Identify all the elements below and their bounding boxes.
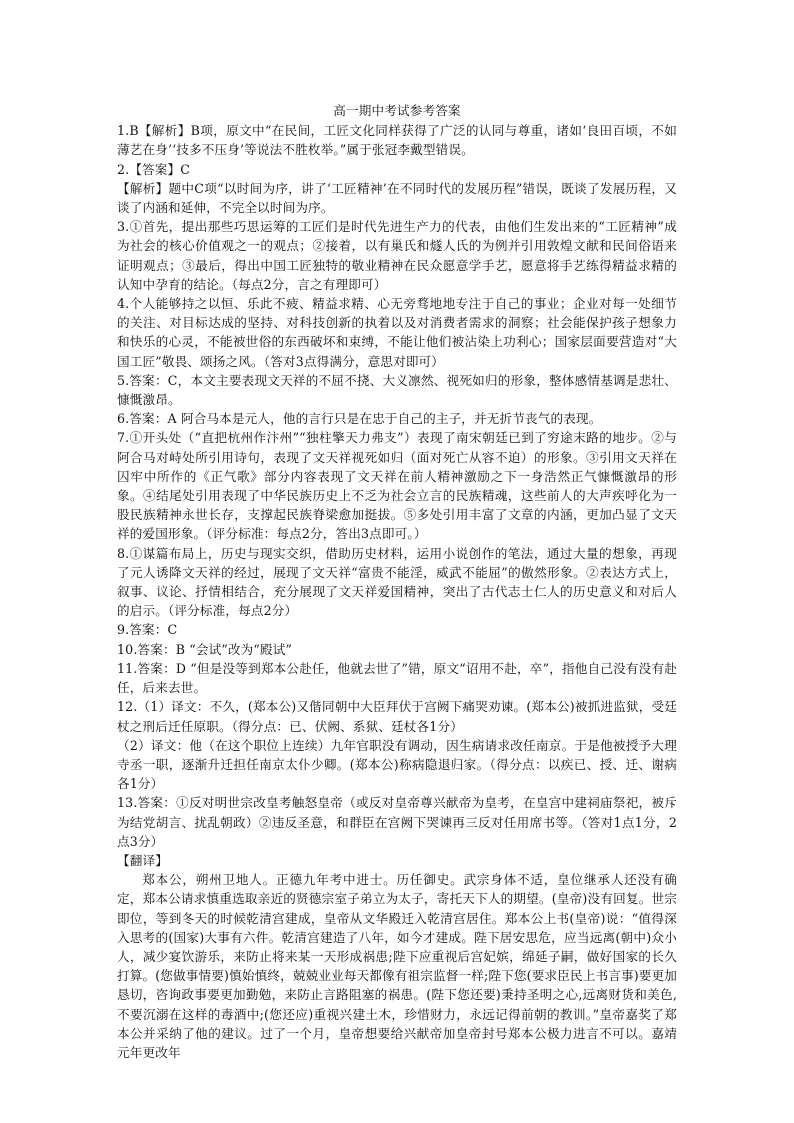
answer-12-2: （2）译文：他（在这个职位上连续）九年官职没有调动，因生病请求改任南京。于是他被授予大理寺丞一职，逐渐升迁担任南京太仆少卿。(郑本公)称病隐退归家。（得分点：以疾已、授、迁、谢病各1分） [117, 737, 677, 792]
answer-9: 9.答案：C [117, 622, 178, 638]
document-title: 高一期中考试参考答案 [333, 103, 461, 118]
answer-7: 7.①开头处（“直把杭州作汴州”“独柱擎天力弗支”）表现了南宋朝廷已到了穷途末路的地步。②与阿合马对峙处所引用诗句，表现了文天祥视死如归（面对死亡从容不迫）的形象。③引用文天祥在囚牢中所作的《正气歌》部分内容表现了文天祥在前人精神激励之下一身浩然正气慷慨激昂的形象。④结尾处引用表现了中华民族历史上不乏为社会立言的民族精魂，这些前人的大声疾呼化为一股民族精神永世长存，支撑起民族脊梁愈加挺拔。⑤多处引用丰富了文章的内涵，更加凸显了文天祥的爱国形象。（评分标准：每点2分，答出3点即可。） [117, 430, 677, 542]
answer-5: 5.答案：C，本文主要表现文天祥的不屈不挠、大义凛然、视死如归的形象，整体感情基调是悲壮、慷慨激昂。 [117, 372, 677, 408]
translation-text: 郑本公，朔州卫地人。正德九年考中进士。历任御史。武宗身体不适，皇位继承人还没有确定，郑本公请求慎重选取亲近的贤德宗室子弟立为太子，寄托天下人的期望。(皇帝)没有回复。世宗即位，等到冬天的时候乾清宫建成，皇帝从文华殿迁入乾清宫居住。郑本公上书(皇帝)说：“值得深入思考的(国家)大事有六件。乾清宫建造了八年，如今才建成。陛下居安思危，应当远离(朝中)众小人，减少宴饮游乐，来防止将来某一天形成祸患;陛下应重视后宫妃嫔，绵延子嗣，做好国家的长久打算。(您做事情要)慎始慎终，兢兢业业每天都像有祖宗监督一样;陛下您(要求臣民上书言事)要更加恳切，咨询政事要更加勤勉，来防止言路阻塞的祸患。(陛下您还要)秉持圣明之心,远离财货和美色,不要沉溺在这样的毒酒中;(您还应)重视兴建土木，珍惜财力，永远记得前朝的教训。”皇帝嘉奖了郑本公并采纳了他的建议。过了一个月，皇帝想要给兴献帝加皇帝封号郑本公极力进言不可以。嘉靖元年更改年 [117, 872, 677, 1060]
answer-3: 3.①首先，提出那些巧思运筹的工匠们是时代先进生产力的代表，由他们生发出来的“工匠精神”成为社会的核心价值观之一的观点；②接着，以有巢氏和燧人氏的为例并引用敦煌文献和民间俗语来证明观点；③最后，得出中国工匠独特的敬业精神在民众愿意学手艺，愿意将手艺练得精益求精的认知中孕育的结论。（每点2分，言之有理即可） [117, 219, 677, 292]
answer-4: 4.个人能够持之以恒、乐此不疲、精益求精、心无旁骛地地专注于自己的事业；企业对每一处细节的关注、对目标达成的坚持、对科技创新的执着以及对消费者需求的洞察；社会能保护孩子想象力和快乐的心灵，不能被世俗的东西破坏和束缚，不能让他们被沾染上功利心；国家层面要营造对“大国工匠”敬畏、颂扬之风。（答对3点得满分，意思对即可） [117, 296, 677, 369]
answer-8: 8.①谋篇布局上，历史与现实交织，借助历史材料，运用小说创作的笔法，通过大量的想象，再现了元人诱降文天祥的经过，展现了文天祥“富贵不能淫，威武不能屈”的傲然形象。②表达方式上，叙事、议论、抒情相结合，充分展现了文天祥爱国精神，突出了古代志士仁人的历史意义和对后人的启示。（评分标准，每点2分） [117, 545, 677, 619]
translation-heading: 【翻译】 [117, 852, 168, 868]
answer-2: 2.【答案】C [117, 161, 191, 177]
answer-11: 11.答案：D “但是没等到郑本公赴任，他就去世了”错，原文“诏用不赴，卒”，指他自己没有没有赴任，后来去世。 [117, 660, 677, 696]
answer-6: 6.答案：A 阿合马本是元人，他的言行只是在忠于自己的主子，并无折节丧气的表现。 [117, 411, 602, 427]
answer-1: 1.B【解析】B项，原文中“在民间，工匠文化同样获得了广泛的认同与尊重，诸如‘良田百顷，不如薄艺在身’‘技多不压身’等说法不胜枚举。”属于张冠李戴型错误。 [117, 123, 677, 158]
answer-12-1: 12.（1）译文：不久，(郑本公)又偕同朝中大臣拜伏于宫阙下痛哭劝谏。(郑本公)被抓进监狱，受廷杖之刑后迁任原职。（得分点：已、伏阙、系狱、廷杖各1分） [117, 699, 677, 734]
document-page [117, 101, 677, 1062]
answer-13: 13.答案：①反对明世宗改皇考触怒皇帝（或反对皇帝尊兴献帝为皇考，在皇宫中建祠庙祭祀，被斥为结党胡言、扰乱朝政）②违反圣意，和群臣在宫阙下哭谏再三反对任用席书等。（答对1点1分，2点3分） [117, 795, 677, 849]
answer-2-analysis: 【解析】题中C项“以时间为序，讲了‘工匠精神’在不同时代的发展历程”错误，既谈了发展历程，又谈了内涵和延伸，不完全以时间为序。 [117, 180, 677, 216]
answer-10: 10.答案：B “会试”改为“殿试” [117, 641, 293, 657]
